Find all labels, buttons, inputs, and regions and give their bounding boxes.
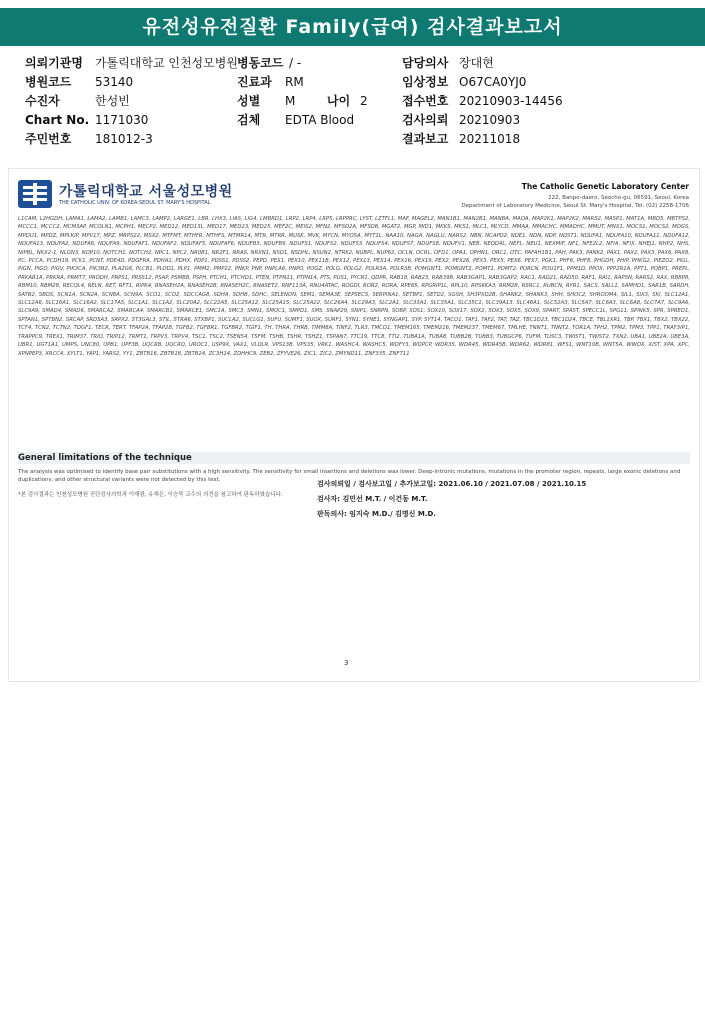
hosp-code-value: 53140: [95, 75, 134, 89]
receipt-label: 접수번호: [402, 94, 449, 108]
dept-label: 진료과: [237, 75, 272, 89]
reader-line: 판독의사: 임지숙 M.D./ 김명신 M.D.: [317, 510, 436, 518]
specimen-label: 검체: [237, 113, 261, 127]
clinical-label: 임상정보: [402, 75, 449, 89]
age-value: 2: [360, 94, 368, 108]
limitations-title: General limitations of the technique: [18, 452, 690, 464]
dates-line: 검사의뢰일 / 검사보고일 / 추가보고일: 2021.06.10 / 2021.07.08 / 2021.10.15: [317, 480, 587, 488]
report-value: 20211018: [459, 132, 521, 146]
chart-label: Chart No.: [25, 113, 90, 127]
gene-list: L1CAM, L2HGDH, LAMA1, LAMA2, LAMB1, LAMC3, LAMP2, LARGE1, LBR, LHX3, LIAS, LIG4, LMBRD1, LRP2, LRP4, LRP5, LRPPRC, LYST, LZTFL1, MAF, MAGEL2, MAN1B1, MAN2B1, MANBA, MAOA, MAP2K1, MAP2K2, MARS2, MASP1, MAT1A, MBD5, MBTPS2, MCCC1, MCCC2, MCM3AP, MCOLN1, MCPH1, MECP2, MED12, MED13L, MED17, MED23, MED25, MEF2C, MEIS2, MFN2, MFSD2A, MFSD8, MGAT2, MGP, MID1, MKKS, MKS1, MLC1, MLYCD, MMAA, MMACHC, MMADHC, MMUT, MNX1, MOCS1, MOCS2, MOGS, MPDU1, MPDZ, MPLKIP, MPV17, MPZ, MRPS22, MSX2, MTFMT, MTHFR, MTHFS, MTMR14, MTR, MTRR, MUSK, MVK, MYCN, MYO5A, MYT1L, NAA10, NAGA, NAGLU, NARS2, NBN, NCAPD2, NDE1, NDN, NDP, NDST1, NDUFA1, NDUFA10, NDUFA11, NDUFA12, NDUFA13, NDUFA2, NDUFA6, NDUFA9, NDUFAF1, NDUFAF2, NDUFAF5, NDUFAF6, NDUFB3, NDUFB9, NDUFS1, NDUFS2, NDUFS3, NDUFS4, NDUFS7, NDUFS8, NDUFV1, NEB, NEDD4L, NEFL, NEU1, NEXMIF, NF1, NFE2L2, NFIA, NFIX, NHEJ1, NHP2, NHS, NIPBL, NKX2-1, NLGN3, NOP10, NOTCH1, NOTCH2, NPC1, NPC2, NR0B1, NR2F1, NRAS, NRXN1, NSD1, NSDHL, NSUN2, NTRK2, NUBPL, NUP62, OCLN, OCRL, OFD1, OPA1, OPHN1, ORC1, OTC, PAFAH1B1, PAH, PAK3, PANK2, PAX1, PAX2, PAX3, PAX6, PAX8, PC, PCCA, PCDH19, PCK1, PCNT, PDE4D, PDGFRA, PDHA1, PDHX, PDP1, PDSS1, PDSS2, PEPD, PEX1, PEX10, PEX11B, PEX12, PEX13, PEX14, PEX16, PEX19, PEX2, PEX26, PEX3, PEX5, PEX6, PEX7, PGK1, PHF6, PHF8, PHGDH, PHIP, PHKG2, PIEZO2, PIGL, PIGN, PIGO, PIGV, PIK3CA, PIK3R2, PLA2G6, PLCB1, PLOD1, PLP1, PMM2, PMP22, PNKP, PNP, PNPLA6, PNPO, POGZ, POLG, POLG2, POLR3A, POLR3B, POMGNT1, POMGNT2, POMT1, POMT2, PORCN, POU1F1, PPM1D, PPOX, PPP2R1A, PPT1, PQBP1, PREPL, PRKAR1A, PRKRA, PRMT7, PRODH, PRPS1, PRSS12, PSAP, PSMB8, PSPH, PTCH1, PTCHD1, PTEN, PTPN11, PTPN14, PTS, PUS1, PYCR1, QDPR, RAB18, RAB23, RAB39B, RAB3GAP1, RAB3GAP2, RAC1, RAD21, RAD50, RAF1, RAI1, RAPSN, RARS2, RAX, RBBP8, RBM10, RBM28, RECQL4, RELN, RET, RFT1, RIPK4, RNASEH2A, RNASEH2B, RNASEH2C, RNASET2, RNF113A, RNU4ATAC, ROGDI, ROR2, RORA, RPE65, RPGRIP1L, RPL10, RPS6KA3, RRM2B, RSRC1, RUBCN, RYR1, SACS, SALL1, SAMHD1, SAR1B, SARDH, SATB2, SBDS, SCN1A, SCN2A, SCN8A, SCN9A, SCO1, SCO2, SDCCAG8, SDHA, SDHB, SDHC, SELENON, SEM1, SEMA3E, SEPSECS, SERPINA1, SETBP1, SETD2, SGSH, SH3PXD2B, SHANK2, SHANK3, SHH, SHOC2, SHROOM4, SIL1, SIX3, SKI, SLC12A1, SLC12A6, SLC16A1, SLC16A2, SLC17A5, SLC1A1, SLC1A2, SLC20A2, SLC22A5, SLC25A12, SLC25A15, SLC25A22, SLC26A4, SLC29A3, SLC2A1, SLC33A1, SLC35A1, SLC35C1, SLC39A13, SLC46A1, SLC52A3, SLC5A7, SLC6A3, SLC6A8, SLC7A7, SLC9A6, SLC9A9, SMAD4, SMAD6, SMARCA2, SMARCA4, SMARCB1, SMARCE1, SMC1A, SMC3, SMN1, SMOC1, SMPD1, SMS, SNAP29, SNIP1, SNRPN, SOBP, SOS1, SOX10, SOX17, SOX2, SOX3, SOX5, SOX9, SPART, SPAST, SPECC1L, SPG11, SPINK5, SPR, SPRED1, SPTAN1, SPTBN2, SRCAP, SRD5A3, SRPX2, ST3GAL3, STIL, STRA6, STXBP1, SUCLA2, SUCLG1, SUFU, SUMF1, SUOX, SURF1, SYN1, SYNE1, SYNGAP1, SYP, SYT14, TACO1, TAF1, TAF2, TAT, TAZ, TBC1D23, TBC1D24, TBCE, TBL1XR1, TBP, TBX1, TBX2, TBX22, TCF4, TCN2, TCTN2, TDGF1, TECR, TERT, TFAP2A, TFAP2B, TGFB2, TGFBR1, TGFBR2, TGIF1, TH, THRA, THRB, TIMM8A, TINF2, TLR3, TMCO1, TMEM165, TMEM216, TMEM237, TMEM67, TMLHE, TNNT1, TNNT2, TOR1A, TPH2, TPM2, TPM3, TPP1, TRAF3IP1, TRAPPC9, TREX1, TRIM37, TRIO, TRIP12, TRMT1, TRPV3, TRPV4, TSC1, TSC2, TSEN54, TSFM, TSHB, TSHR, TSHZ1, TSPAN7, TTC19, TTC8, TTI2, TUBA1A, TUBA8, TUBB2B, TUBB3, TUBGCP6, TUFM, TUSC3, TWIST1, TWIST2, TXN2, UBA1, UBE2A, UBE3A, UBR1, UGT1A1, UMPS, UNC80, UPB1, UPF3B, UQCRB, UQCRQ, UROC1, USP9X, VAX1, VLDLR, VPS13B, VPS35, VRK1, WASHC4, WASHC5, WDFY3, WDPCP, WDR35, WDR45, WDR45B, WDR62, WDR81, WFS1, WNT10B, WNT5A, WWOX, XIST, XPA, XPC, XPNPEP3, XRCC4, XYLT1, YAP1, YARS2, YY1, ZBTB16, ZBTB18, ZBTB24, ZC3H14, ZDHHC9, ZEB2, ZFYVE26, ZIC1, ZIC2, ZMYND11, ZNF335, ZNF711: [18, 216, 690, 357]
hospital-name: 가톨릭대학교 서울성모병원: [59, 184, 233, 200]
patient-label: 수진자: [25, 94, 60, 108]
request-value: 20210903: [459, 113, 521, 127]
specimen-value: EDTA Blood: [285, 113, 355, 127]
review-note: *본 검사결과는 인천성모병원 진단검사의학과 이재광, 유재은, 이승묵 교수의 의견을 참고하여 판독하였습니다.: [18, 492, 283, 498]
report-title: 유전성유전질환 Family(급여) 검사결과보고서: [0, 8, 705, 46]
lab-center-address: [461, 194, 689, 210]
patient-value: 한성빈: [95, 94, 130, 108]
hospital-label: 의뢰기관명: [25, 56, 83, 70]
report-label: 결과보고: [402, 132, 449, 146]
doctor-label: 담당의사: [402, 56, 449, 70]
hospital-value: 가톨릭대학교 인천성모병원: [95, 56, 238, 70]
receipt-value: 20210903-14456: [459, 94, 563, 108]
ward-label: 병동코드: [237, 56, 284, 70]
clinical-value: O67CA0YJ0: [459, 75, 527, 89]
patient-info: [0, 54, 705, 150]
lab-center-name: The Catholic Genetic Laboratory Center: [521, 182, 689, 191]
request-label: 검사의뢰: [402, 113, 449, 127]
chart-value: 1171030: [95, 113, 149, 127]
id-value: 181012-3: [95, 132, 153, 146]
limitations-text: The analysis was optimised to identify base pair substitutions with a high sensitivity. The sensitivity for small insertions and deletions was lower. Deep-intronic mutations, mutations in the promoter region, repeats, large exonic deletions and duplications, and other structural variants were not detected by this test.: [18, 469, 681, 483]
dept-value: RM: [285, 75, 304, 89]
doctor-value: 장대현: [459, 56, 494, 70]
age-label: 나이: [327, 94, 351, 108]
sex-label: 성별: [237, 94, 261, 108]
page-number: 3: [344, 659, 349, 667]
tester-line: 검사자: 김민선 M.T. / 이건동 M.T.: [317, 495, 428, 503]
ward-value: / -: [289, 56, 302, 70]
sex-value: M: [285, 94, 296, 108]
lab-address-line1: 222, Banpo-daero, Seocho-gu, 06591, Seoul, Korea: [548, 195, 689, 201]
hosp-code-label: 병원코드: [25, 75, 72, 89]
hospital-logo-icon: [17, 179, 53, 209]
report-page: [8, 168, 700, 682]
lab-address-line2: Department of Laboratory Medicine, Seoul St. Mary's Hospital, Tel: (02) 2258-1706: [461, 203, 689, 209]
id-label: 주민번호: [25, 132, 72, 146]
hospital-subtitle: THE CATHOLIC UNIV. OF KOREA SEOUL ST. MARY'S HOSPITAL: [59, 200, 211, 206]
